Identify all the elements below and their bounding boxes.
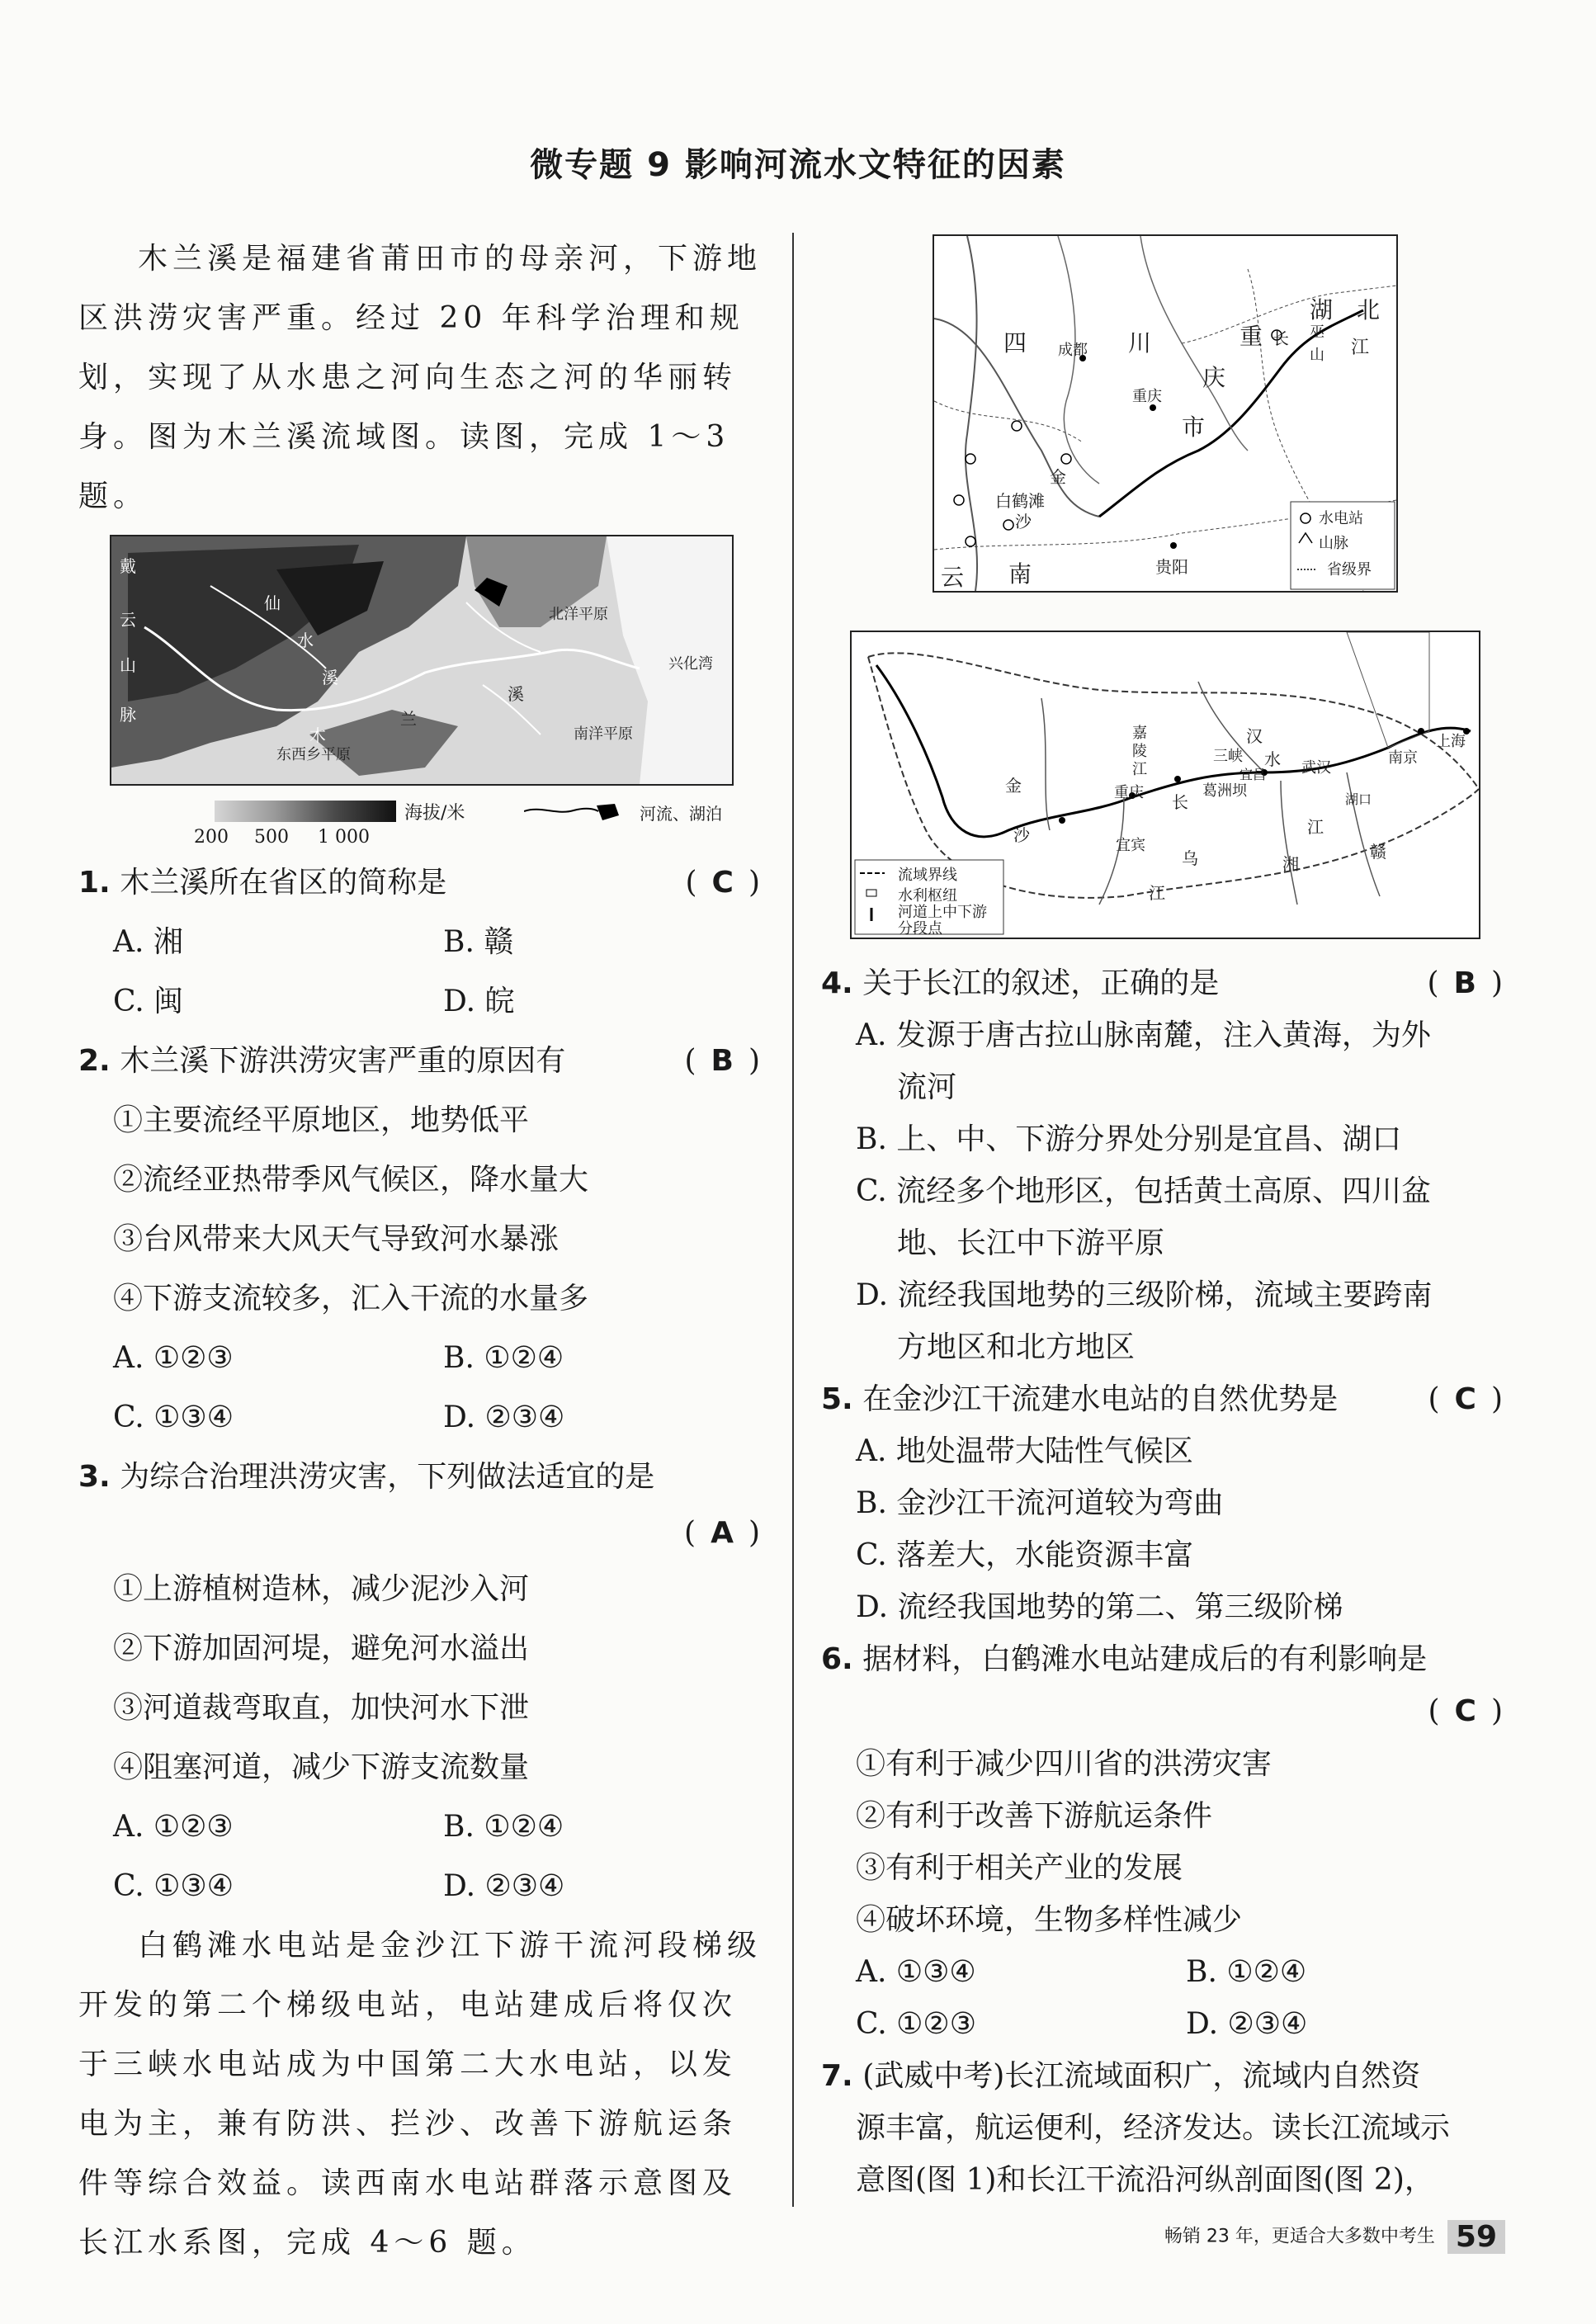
- map3-legend-segment-point: 河道上中下游分段点: [898, 904, 987, 938]
- map3-label-chang: 长: [1172, 792, 1188, 812]
- map2-label-wu: 巫: [1310, 324, 1324, 341]
- q2-item-1: ①主要流经平原地区，地势低平: [113, 1103, 530, 1137]
- map2-label-guiyang: 贵阳: [1155, 557, 1188, 577]
- q4-option-a: [821, 1009, 1506, 1061]
- q1-number: 1.: [78, 866, 111, 900]
- map3-label-chongqing: 重庆: [1114, 784, 1144, 801]
- q6-answer-letter: C: [1454, 1694, 1480, 1728]
- q3-item-2: ②下游加固河堤，避免河水溢出: [113, 1632, 530, 1665]
- q5-option-a: A. 地处温带大陆性气候区: [856, 1434, 1193, 1468]
- q1-answer-letter: C: [711, 866, 737, 900]
- q2-item-4: ④下游支流较多，汇入干流的水量多: [113, 1282, 589, 1316]
- q3-item-3: ③河道裁弯取直，加快河水下泄: [113, 1691, 530, 1725]
- map3-label-yichang: 宜昌: [1239, 767, 1267, 782]
- question-1: [78, 853, 763, 913]
- q3-answer-letter: A: [711, 1516, 737, 1550]
- map3-label-jiang1: 江: [1132, 761, 1147, 778]
- map2-label-baihetan: 白鹤滩: [995, 491, 1045, 511]
- map3-label-yibin: 宜宾: [1116, 837, 1145, 854]
- map1-label-nanyang: 南洋平原: [574, 725, 633, 743]
- q5-answer-letter: C: [1454, 1382, 1480, 1416]
- q7-line-1: (武威中考)长江流域面积广，流域内自然资: [862, 2059, 1421, 2093]
- map3-label-sanxia: 三峡: [1213, 748, 1243, 765]
- q3-number: 3.: [78, 1460, 111, 1494]
- question-2: [78, 1032, 763, 1091]
- river-legend-icon: [524, 799, 623, 824]
- q2-answer-letter: B: [711, 1044, 737, 1078]
- q6-option-b: B. ①②④: [1186, 1955, 1307, 1989]
- q4-option-b: B. 上、中、下游分界处分别是宜昌、湖口: [856, 1122, 1402, 1156]
- intro-paragraph-1: 木兰溪是福建省莆田市的母亲河，下游地区洪涝灾害严重。经过 20 年科学治理和规划，实现了从水患之河向生态之河的华丽转身。图为木兰溪流域图。读图，完成 1～3 题。: [78, 242, 763, 513]
- q6-item-1: ①有利于减少四川省的洪涝灾害: [856, 1747, 1273, 1781]
- map3-label-jiang3: 江: [1149, 883, 1165, 903]
- q6-option-a: A. ①③④: [856, 1955, 976, 1989]
- map2-label-sha: 沙: [1015, 512, 1032, 531]
- elevation-tick-1000: 1 000: [318, 827, 370, 848]
- map3-label-hukou: 湖口: [1345, 791, 1372, 807]
- map3-label-gezhouba: 葛洲坝: [1202, 782, 1247, 800]
- question-5: [821, 1373, 1506, 1425]
- map3-label-nanjing: 南京: [1388, 749, 1418, 767]
- q2-item-2: ②流经亚热带季风气候区，降水量大: [113, 1163, 589, 1197]
- mulanxi-map-svg: [111, 536, 732, 784]
- map2-label-chang: 长: [1273, 328, 1289, 348]
- q1-stem: 木兰溪所在省区的简称是: [120, 866, 447, 900]
- q5-stem: 在金沙江干流建水电站的自然优势是: [862, 1382, 1339, 1416]
- q1-option-a: A. 湘: [113, 925, 183, 959]
- map3-legend-basin-boundary: 流域界线: [898, 867, 957, 884]
- q4-answer-letter: B: [1453, 966, 1480, 1000]
- map2-legend-boundary: 省级界: [1327, 561, 1372, 579]
- elevation-tick-200: 200: [194, 827, 229, 848]
- map2-label-nan: 南: [1008, 560, 1032, 588]
- q2-stem: 木兰溪下游洪涝灾害严重的原因有: [120, 1044, 566, 1078]
- mulanxi-basin-map: [110, 535, 734, 786]
- q5-option-d: D. 流经我国地势的第二、第三级阶梯: [856, 1590, 1343, 1624]
- q1-option-b: B. 赣: [443, 925, 514, 959]
- map2-label-shi: 市: [1182, 413, 1206, 441]
- q4-option-d: D. 流经我国地势的三级阶梯，流域主要跨南: [856, 1278, 1433, 1312]
- map1-label-mu: 木: [309, 725, 326, 745]
- map3-label-jia: 嘉: [1132, 725, 1147, 742]
- map2-label-chuan: 川: [1128, 329, 1152, 357]
- map3-label-jin: 金: [1005, 776, 1022, 796]
- q2-options: [78, 1329, 763, 1448]
- map1-label-dai: 戴: [120, 556, 136, 576]
- map3-label-shui: 水: [1264, 749, 1281, 769]
- question-7: [821, 2050, 1506, 2102]
- q3-option-b: B. ①②④: [443, 1810, 564, 1844]
- elevation-legend-title: 海拔/米: [404, 803, 465, 824]
- map3-label-gan: 赣: [1370, 842, 1386, 862]
- q4-number: 4.: [821, 966, 853, 1000]
- map2-label-chong: 重: [1239, 323, 1263, 350]
- map1-label-xian: 仙: [264, 593, 281, 613]
- q4-answer: ( B ): [1427, 966, 1506, 1000]
- map1-label-dongxixiang: 东西乡平原: [276, 746, 351, 763]
- q6-option-d: D. ②③④: [1186, 2007, 1308, 2041]
- page-number: 59: [1447, 2220, 1505, 2254]
- q1-options: [78, 913, 763, 1032]
- q6-item-4: ④破坏环境，生物多样性减少: [856, 1903, 1243, 1937]
- q2-option-d: D. ②③④: [443, 1401, 565, 1434]
- q3-answer: ( A ): [684, 1516, 763, 1550]
- q7-line-2: 源丰富，航运便利，经济发达。读长江流域示: [856, 2111, 1451, 2145]
- map1-label-xinghua: 兴化湾: [668, 655, 713, 673]
- map2-legend-hydropower: 水电站: [1319, 510, 1363, 527]
- river-legend-label: 河流、湖泊: [640, 804, 722, 824]
- q3-option-a: A. ①②③: [113, 1810, 234, 1844]
- map2-label-si: 四: [1003, 329, 1027, 357]
- q6-stem: 据材料，白鹤滩水电站建成后的有利影响是: [862, 1642, 1428, 1676]
- map1-label-lan: 兰: [400, 709, 417, 729]
- q7-line-3: 意图(图 1)和长江干流沿河纵剖面图(图 2)，: [856, 2163, 1434, 2197]
- map2-label-shan: 山: [1310, 347, 1324, 364]
- map3-label-wuhan: 武汉: [1301, 759, 1331, 777]
- column-divider: [792, 233, 794, 2207]
- q2-option-c: C. ①③④: [113, 1401, 234, 1434]
- map3-label-jiang2: 江: [1307, 817, 1324, 837]
- q2-option-b: B. ①②④: [443, 1341, 564, 1375]
- q4-option-a-line1: A. 发源于唐古拉山脉南麓，注入黄海，为外: [856, 1018, 1431, 1052]
- q4-option-a-line2: 流河: [897, 1070, 957, 1104]
- map1-label-shui: 水: [297, 631, 314, 650]
- q1-option-c: C. 闽: [113, 985, 184, 1018]
- map1-legend: [78, 799, 763, 853]
- yangtze-river-system-map: [850, 631, 1480, 939]
- map1-label-xi2: 溪: [508, 684, 524, 704]
- q5-number: 5.: [821, 1382, 853, 1416]
- question-3: [78, 1448, 763, 1507]
- map3-label-ling: 陵: [1132, 743, 1147, 760]
- map1-label-mai: 脉: [120, 705, 136, 725]
- q4-stem: 关于长江的叙述，正确的是: [862, 966, 1220, 1000]
- q3-stem: 为综合治理洪涝灾害，下列做法适宜的是: [120, 1460, 655, 1494]
- intro-paragraph-2: 白鹤滩水电站是金沙江下游干流河段梯级开发的第二个梯级电站，电站建成后将仅次于三峡水电站成为中国第二大水电站，以发电为主，兼有防洪、拦沙、改善下游航运条件等综合效益。读西南水电站群落示意图及长江水系图，完成 4～6 题。: [78, 1929, 763, 2260]
- q3-item-4: ④阻塞河道，减少下游支流数量: [113, 1750, 530, 1784]
- map3-label-sha: 沙: [1013, 825, 1030, 845]
- q5-option-b: B. 金沙江干流河道较为弯曲: [856, 1486, 1224, 1520]
- q2-item-3: ③台风带来大风天气导致河水暴涨: [113, 1222, 560, 1256]
- map2-label-jiang: 江: [1351, 338, 1370, 358]
- map2-label-yun: 云: [941, 564, 965, 591]
- page-footer: [1164, 2220, 1505, 2254]
- map2-label-hu: 湖: [1310, 296, 1334, 324]
- q6-options: [821, 1946, 1506, 2050]
- q3-options: [78, 1797, 763, 1916]
- map1-label-yun: 云: [120, 610, 136, 630]
- q6-answer: ( C ): [1428, 1694, 1506, 1728]
- map2-label-chongqing-city: 重庆: [1132, 388, 1162, 405]
- q1-option-d: D. 皖: [443, 985, 515, 1018]
- q6-option-c: C. ①②③: [856, 2007, 976, 2041]
- elevation-scale-bar: [215, 801, 396, 822]
- map2-label-qing: 庆: [1202, 364, 1226, 391]
- footer-slogan: 畅销 23 年，更适合大多数中考生: [1164, 2226, 1435, 2247]
- q1-answer: ( C ): [685, 866, 763, 900]
- left-column: [78, 229, 763, 2273]
- q4-option-c-line2: 地、长江中下游平原: [897, 1226, 1165, 1260]
- q2-option-a: A. ①②③: [113, 1341, 234, 1375]
- map3-label-wu: 乌: [1182, 848, 1198, 868]
- map1-label-xi1: 溪: [322, 668, 338, 687]
- q3-option-c: C. ①③④: [113, 1869, 234, 1903]
- right-column: [821, 957, 1506, 2206]
- question-6: [821, 1633, 1506, 1685]
- q6-item-2: ②有利于改善下游航运条件: [856, 1799, 1213, 1833]
- page-title: 微专题 9 影响河流水文特征的因素: [530, 146, 1066, 184]
- elevation-tick-500: 500: [254, 827, 289, 848]
- q4-option-c: C. 流经多个地形区，包括黄土高原、四川盆: [856, 1174, 1432, 1208]
- map1-label-shan: 山: [120, 655, 136, 675]
- q2-number: 2.: [78, 1044, 111, 1078]
- map3-legend-hydro-hub: 水利枢纽: [898, 887, 957, 905]
- q5-option-c: C. 落差大，水能资源丰富: [856, 1538, 1194, 1572]
- q4-option-d-line2: 方地区和北方地区: [897, 1330, 1136, 1364]
- q7-number: 7.: [821, 2059, 853, 2093]
- map3-label-han: 汉: [1246, 726, 1263, 746]
- mulanxi-map-block: [78, 535, 763, 799]
- q3-option-d: D. ②③④: [443, 1869, 565, 1903]
- q3-item-1: ①上游植树造林，减少泥沙入河: [113, 1572, 530, 1606]
- q2-answer: ( B ): [684, 1044, 763, 1078]
- map2-label-jin: 金: [1050, 467, 1066, 487]
- q6-number: 6.: [821, 1642, 853, 1676]
- q6-item-3: ③有利于相关产业的发展: [856, 1851, 1183, 1885]
- southwest-hydropower-map: [933, 234, 1398, 593]
- map2-label-bei: 北: [1357, 296, 1381, 324]
- question-4: [821, 957, 1506, 1009]
- map3-label-xiang: 湘: [1282, 854, 1299, 874]
- map2-label-chengdu: 成都: [1058, 342, 1088, 359]
- q5-answer: ( C ): [1428, 1382, 1506, 1416]
- map1-label-beiyang: 北洋平原: [549, 606, 608, 623]
- map2-legend-mountain: 山脉: [1319, 535, 1348, 552]
- map3-label-shanghai: 上海: [1436, 733, 1466, 750]
